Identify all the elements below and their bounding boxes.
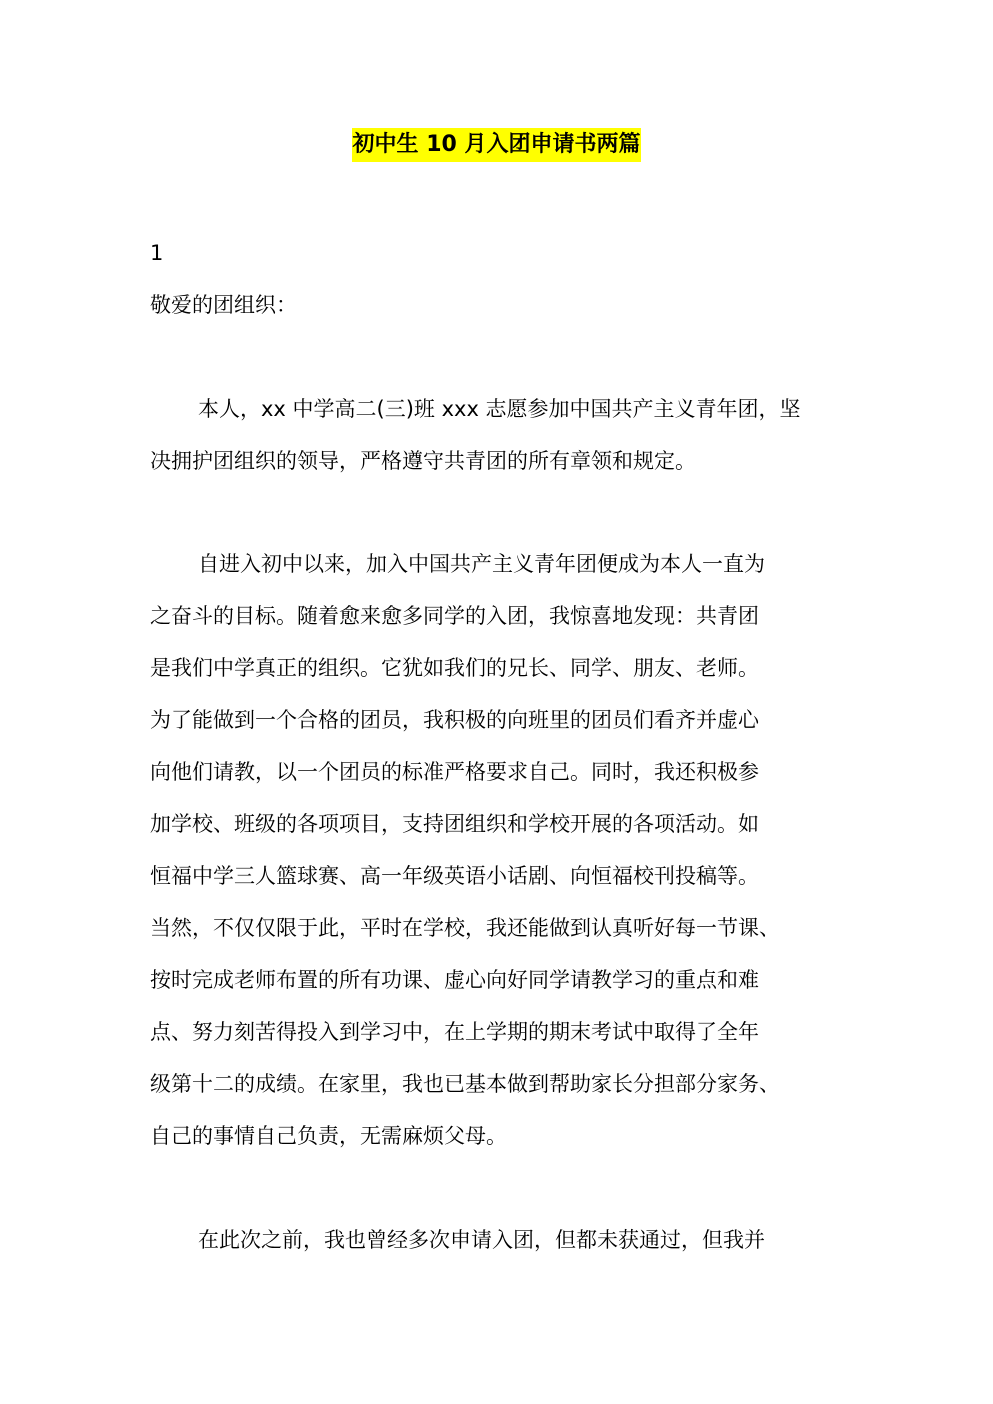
- paragraph-line: 自进入初中以来，加入中国共产主义青年团便成为本人一直为: [198, 552, 765, 576]
- section-number: 1: [150, 241, 164, 265]
- paragraph-line: 本人，xx 中学高二(三)班 xxx 志愿参加中国共产主义青年团，坚: [198, 397, 801, 421]
- paragraph-line: 决拥护团组织的领导，严格遵守共青团的所有章领和规定。: [150, 449, 696, 473]
- paragraph-line: 之奋斗的目标。随着愈来愈多同学的入团，我惊喜地发现：共青团: [150, 604, 759, 628]
- paragraph-line: 恒福中学三人篮球赛、高一年级英语小话剧、向恒福校刊投稿等。: [150, 864, 759, 888]
- paragraph-line: 在此次之前，我也曾经多次申请入团，但都未获通过，但我并: [198, 1228, 765, 1252]
- paragraph-line: 为了能做到一个合格的团员，我积极的向班里的团员们看齐并虚心: [150, 708, 759, 732]
- salutation: 敬爱的团组织：: [150, 293, 297, 317]
- paragraph-line: 点、努力刻苦得投入到学习中，在上学期的期末考试中取得了全年: [150, 1020, 759, 1044]
- paragraph-line: 是我们中学真正的组织。它犹如我们的兄长、同学、朋友、老师。: [150, 656, 759, 680]
- title-container: [0, 128, 993, 162]
- paragraph-line: 当然，不仅仅限于此，平时在学校，我还能做到认真听好每一节课、: [150, 916, 780, 940]
- paragraph-line: 加学校、班级的各项项目，支持团组织和学校开展的各项活动。如: [150, 812, 759, 836]
- document-title: 初中生 10 月入团申请书两篇: [352, 128, 642, 162]
- paragraph-line: 自己的事情自己负责，无需麻烦父母。: [150, 1124, 507, 1148]
- paragraph-line: 级第十二的成绩。在家里，我也已基本做到帮助家长分担部分家务、: [150, 1072, 780, 1096]
- paragraph-line: 按时完成老师布置的所有功课、虚心向好同学请教学习的重点和难: [150, 968, 759, 992]
- paragraph-line: 向他们请教，以一个团员的标准严格要求自己。同时，我还积极参: [150, 760, 759, 784]
